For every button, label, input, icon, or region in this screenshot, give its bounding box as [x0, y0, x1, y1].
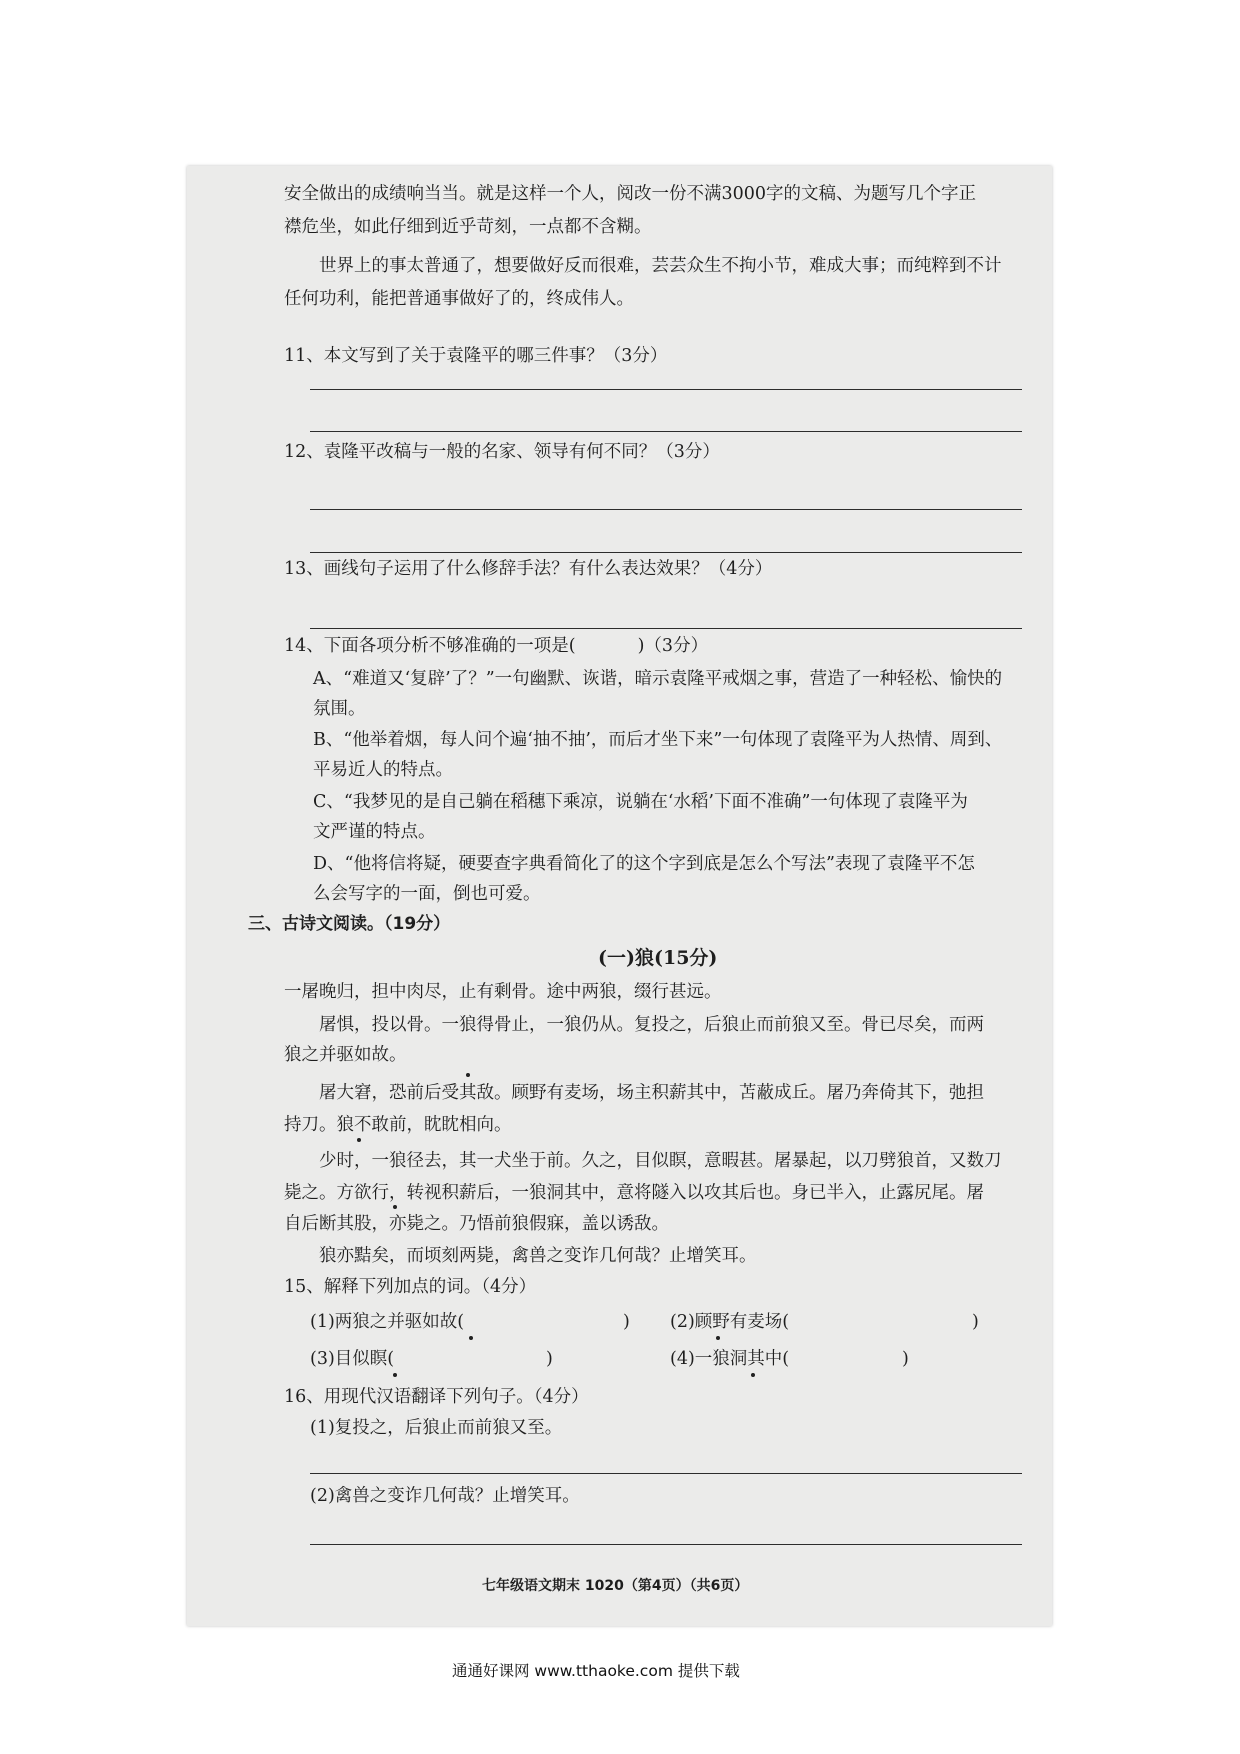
option-b-line-1: B、“他举着烟，每人问个遍‘抽不抽’，而后才坐下来”一句体现了袁隆平为人热情、周到、	[313, 730, 1003, 750]
q15-item-3-close: )	[546, 1349, 553, 1369]
question-12: 12、袁隆平改稿与一般的名家、领导有何不同？（3分）	[284, 442, 720, 462]
answer-line-16b[interactable]	[310, 1544, 1022, 1545]
passage-line-5: 持刀。狼不敢前，眈眈相向。	[284, 1115, 512, 1135]
passage-line-3: 狼之并驱如故。	[284, 1045, 407, 1065]
option-c-line-1: C、“我梦见的是自己躺在稻穗下乘凉，说躺在‘水稻’下面不准确”一句体现了袁隆平为	[313, 792, 968, 812]
q15-item-4-close: )	[902, 1349, 909, 1369]
question-11: 11、本文写到了关于袁隆平的哪三件事？（3分）	[284, 346, 668, 366]
question-14-stem: 14、下面各项分析不够准确的一项是(	[284, 636, 576, 656]
q15-item-3: (3)目似瞑(	[310, 1349, 395, 1369]
answer-line-16a[interactable]	[310, 1473, 1022, 1474]
continuation-line-3: 世界上的事太普通了，想要做好反而很难，芸芸众生不拘小节，难成大事；而纯粹到不计	[319, 256, 1002, 276]
q15-item-4: (4)一狼洞其中(	[670, 1349, 790, 1369]
continuation-line-2: 襟危坐，如此仔细到近乎苛刻，一点都不含糊。	[284, 217, 652, 237]
q16-item-1: (1)复投之，后狼止而前狼又至。	[310, 1418, 563, 1438]
option-a-line-1: A、“难道又‘复辟’了？”一句幽默、诙谐，暗示袁隆平戒烟之事，营造了一种轻松、愉快的	[313, 669, 1003, 689]
passage-title: (一)狼(15分)	[598, 947, 718, 969]
continuation-line-1: 安全做出的成绩响当当。就是这样一个人，阅改一份不满3000字的文稿、为题写几个字正	[284, 184, 977, 204]
question-15: 15、解释下列加点的词。（4分）	[284, 1277, 537, 1297]
emphasis-dot	[393, 1205, 397, 1209]
question-13: 13、画线句子运用了什么修辞手法？有什么表达效果？（4分）	[284, 559, 773, 579]
passage-line-8: 自后断其股，亦毙之。乃悟前狼假寐，盖以诱敌。	[284, 1214, 669, 1234]
passage-line-4: 屠大窘，恐前后受其敌。顾野有麦场，场主积薪其中，苫蔽成丘。屠乃奔倚其下，弛担	[319, 1083, 984, 1103]
q15-item-1: (1)两狼之并驱如故(	[310, 1312, 465, 1332]
emphasis-dot	[469, 1336, 473, 1340]
option-a-line-2: 氛围。	[313, 699, 366, 719]
answer-line-12a[interactable]	[310, 509, 1022, 510]
answer-line-12b[interactable]	[310, 552, 1022, 553]
download-note: 通通好课网 www.tthaoke.com 提供下载	[452, 1662, 740, 1680]
emphasis-dot	[716, 1336, 720, 1340]
continuation-line-4: 任何功利，能把普通事做好了的，终成伟人。	[284, 289, 634, 309]
emphasis-dot	[466, 1073, 470, 1077]
passage-line-7: 毙之。方欲行，转视积薪后，一狼洞其中，意将隧入以攻其后也。身已半入，止露尻尾。屠	[284, 1183, 984, 1203]
answer-line-13[interactable]	[310, 628, 1022, 629]
passage-line-2: 屠惧，投以骨。一狼得骨止，一狼仍从。复投之，后狼止而前狼又至。骨已尽矣，而两	[319, 1015, 984, 1035]
emphasis-dot	[751, 1373, 755, 1377]
option-d-line-1: D、“他将信将疑，硬要查字典看简化了的这个字到底是怎么个写法”表现了袁隆平不怎	[313, 854, 975, 874]
passage-line-6: 少时，一狼径去，其一犬坐于前。久之，目似瞑，意暇甚。屠暴起，以刀劈狼首，又数刀	[319, 1151, 1002, 1171]
option-d-line-2: 么会写字的一面，倒也可爱。	[313, 884, 541, 904]
page-footer: 七年级语文期末 1020（第4页）（共6页）	[482, 1578, 749, 1594]
option-c-line-2: 文严谨的特点。	[313, 822, 436, 842]
q16-item-2: (2)禽兽之变诈几何哉？止增笑耳。	[310, 1486, 580, 1506]
answer-line-11a[interactable]	[310, 389, 1022, 390]
emphasis-dot	[393, 1373, 397, 1377]
question-14-score: )（3分）	[637, 636, 709, 656]
q15-item-2: (2)顾野有麦场(	[670, 1312, 790, 1332]
q15-item-1-close: )	[623, 1312, 630, 1332]
passage-line-1: 一屠晚归，担中肉尽，止有剩骨。途中两狼，缀行甚远。	[284, 982, 722, 1002]
option-b-line-2: 平易近人的特点。	[313, 760, 453, 780]
question-16: 16、用现代汉语翻译下列句子。（4分）	[284, 1387, 589, 1407]
question-14	[284, 634, 708, 658]
emphasis-dot	[357, 1138, 361, 1142]
q15-item-2-close: )	[972, 1312, 979, 1332]
section-3-heading: 三、古诗文阅读。（19分）	[248, 914, 451, 934]
passage-line-9: 狼亦黠矣，而顷刻两毙，禽兽之变诈几何哉？止增笑耳。	[319, 1246, 757, 1266]
answer-line-11b[interactable]	[310, 431, 1022, 432]
